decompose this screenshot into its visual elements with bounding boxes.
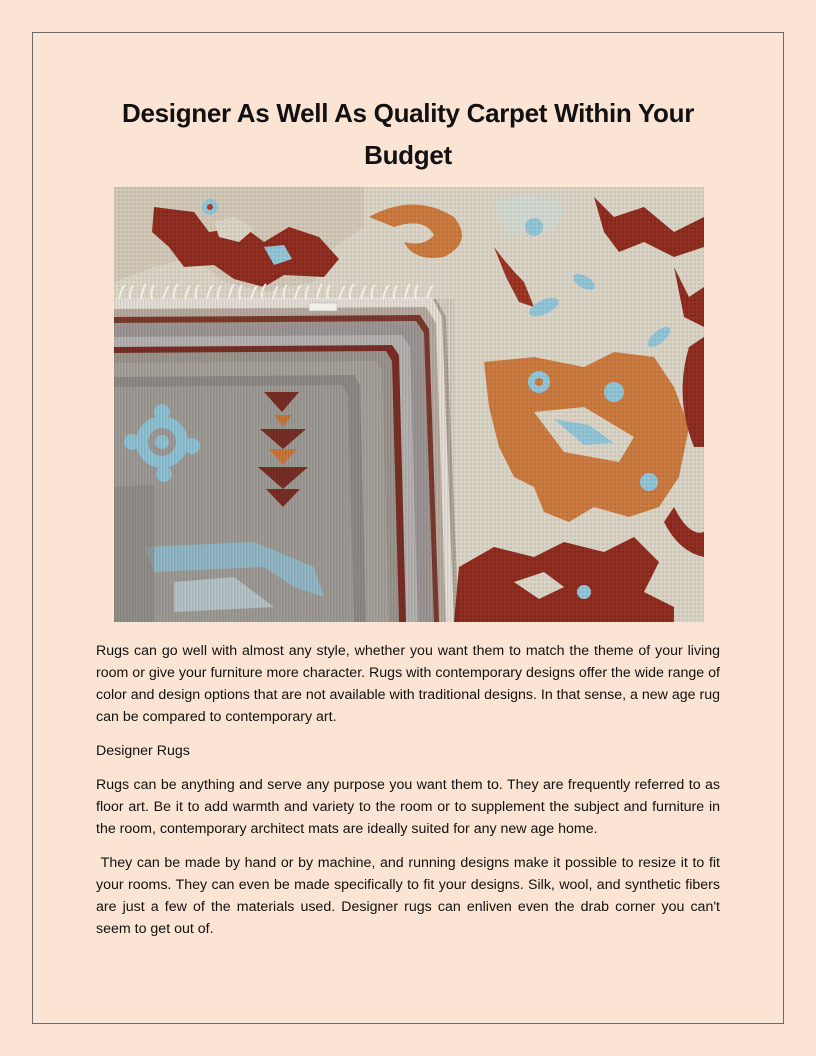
paragraph-floor-art: Rugs can be anything and serve any purpose you want them to. They are frequently referred to as floor art. Be it to add warmth and variety to the room or to supplement the subject and furniture in the room, contemporary architect mats are ideally suited for any new age home. xyxy=(96,777,720,837)
section-heading: Designer Rugs xyxy=(96,743,190,759)
page-title: Designer As Well As Quality Carpet Within Your Budget xyxy=(121,98,695,170)
rug-photo xyxy=(114,187,704,622)
article-body xyxy=(96,640,724,952)
rug-corner xyxy=(114,284,454,622)
paragraph-materials: They can be made by hand or by machine, and running designs make it possible to resize it to fit your rooms. They can even be made specifically to fit your designs. Silk, wool, and synthetic fibers are just a few of the materials used. Designer rugs can enliven even the drab corner you can't seem to get out of. xyxy=(96,855,724,937)
paragraph-intro: Rugs can go well with almost any style, whether you want them to match the theme of your living room or give your furniture more character. Rugs with contemporary designs offer the wide range of color and design options that are not available with traditional designs. In that sense, a new age rug can be compared to contemporary art. xyxy=(96,643,720,725)
